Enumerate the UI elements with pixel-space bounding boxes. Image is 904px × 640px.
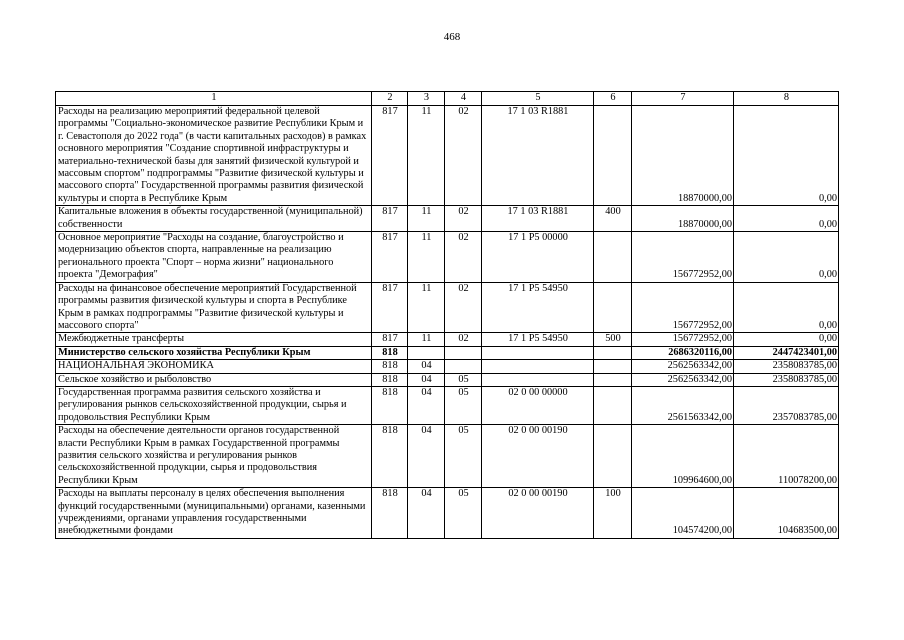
table-row	[56, 488, 839, 539]
row-name-cell: Министерство сельского хозяйства Республики Крым	[56, 346, 372, 359]
header-cell: 5	[482, 92, 594, 106]
row-target-code-cell: 17 1 03 R1881	[482, 206, 594, 232]
row-amount-year1-cell: 2686320116,00	[632, 346, 734, 359]
row-expense-type-cell: 500	[594, 333, 632, 346]
row-amount-year2-cell: 0,00	[734, 106, 839, 206]
row-gov-code-cell: 817	[372, 282, 408, 333]
row-subsection-cell: 05	[445, 425, 482, 488]
row-name-cell: Сельское хозяйство и рыболовство	[56, 373, 372, 386]
row-target-code-cell: 17 1 P5 00000	[482, 232, 594, 283]
row-section-cell: 11	[408, 232, 445, 283]
header-cell: 2	[372, 92, 408, 106]
row-amount-year2-cell: 110078200,00	[734, 425, 839, 488]
row-name-cell: Расходы на обеспечение деятельности органов государственной власти Республики Крым в рамках Государственной программы развития сельского хозяйства и регулирования рынков сельскохозяйственной продукции, сырья и продовольствия Республики Крым	[56, 425, 372, 488]
row-expense-type-cell	[594, 386, 632, 424]
row-amount-year1-cell: 18870000,00	[632, 106, 734, 206]
row-amount-year1-cell: 18870000,00	[632, 206, 734, 232]
row-expense-type-cell	[594, 360, 632, 373]
row-gov-code-cell: 818	[372, 360, 408, 373]
row-target-code-cell: 02 0 00 00000	[482, 386, 594, 424]
row-expense-type-cell	[594, 425, 632, 488]
header-cell: 4	[445, 92, 482, 106]
row-section-cell: 04	[408, 386, 445, 424]
row-amount-year1-cell: 2562563342,00	[632, 373, 734, 386]
row-amount-year2-cell: 0,00	[734, 282, 839, 333]
row-amount-year1-cell: 156772952,00	[632, 232, 734, 283]
row-name-cell: Государственная программа развития сельского хозяйства и регулирования рынков сельскохозяйственной продукции, сырья и продовольствия Республики Крым	[56, 386, 372, 424]
row-gov-code-cell: 818	[372, 488, 408, 539]
row-gov-code-cell: 817	[372, 106, 408, 206]
row-gov-code-cell: 817	[372, 333, 408, 346]
row-section-cell: 04	[408, 373, 445, 386]
row-amount-year1-cell: 156772952,00	[632, 333, 734, 346]
row-subsection-cell: 02	[445, 106, 482, 206]
row-amount-year2-cell: 2447423401,00	[734, 346, 839, 359]
row-subsection-cell: 05	[445, 373, 482, 386]
row-target-code-cell: 17 1 03 R1881	[482, 106, 594, 206]
row-expense-type-cell	[594, 346, 632, 359]
row-target-code-cell: 17 1 P5 54950	[482, 333, 594, 346]
row-amount-year2-cell: 104683500,00	[734, 488, 839, 539]
row-amount-year1-cell: 2562563342,00	[632, 360, 734, 373]
row-amount-year2-cell: 0,00	[734, 232, 839, 283]
row-target-code-cell	[482, 373, 594, 386]
row-target-code-cell: 17 1 P5 54950	[482, 282, 594, 333]
row-section-cell: 11	[408, 206, 445, 232]
row-target-code-cell	[482, 360, 594, 373]
table-row	[56, 333, 839, 346]
table-row	[56, 373, 839, 386]
row-amount-year2-cell: 2357083785,00	[734, 386, 839, 424]
row-amount-year1-cell: 2561563342,00	[632, 386, 734, 424]
table-row	[56, 386, 839, 424]
row-amount-year2-cell: 2358083785,00	[734, 360, 839, 373]
row-target-code-cell: 02 0 00 00190	[482, 488, 594, 539]
row-amount-year2-cell: 0,00	[734, 206, 839, 232]
row-gov-code-cell: 817	[372, 232, 408, 283]
row-amount-year1-cell: 109964600,00	[632, 425, 734, 488]
row-subsection-cell: 05	[445, 488, 482, 539]
row-section-cell: 04	[408, 425, 445, 488]
row-subsection-cell: 02	[445, 206, 482, 232]
row-target-code-cell: 02 0 00 00190	[482, 425, 594, 488]
row-subsection-cell: 02	[445, 282, 482, 333]
row-section-cell: 11	[408, 333, 445, 346]
row-amount-year2-cell: 0,00	[734, 333, 839, 346]
row-section-cell	[408, 346, 445, 359]
row-section-cell: 11	[408, 282, 445, 333]
row-name-cell: Межбюджетные трансферты	[56, 333, 372, 346]
row-name-cell: Расходы на финансовое обеспечение мероприятий Государственной программы развития физической культуры и спорта в Республике Крым в рамках подпрограммы "Развитие физической культуры и массового спорта"	[56, 282, 372, 333]
header-cell: 3	[408, 92, 445, 106]
table-row	[56, 206, 839, 232]
header-cell: 8	[734, 92, 839, 106]
table-row	[56, 232, 839, 283]
table-row	[56, 360, 839, 373]
row-amount-year2-cell: 2358083785,00	[734, 373, 839, 386]
page-number: 468	[443, 31, 461, 43]
row-expense-type-cell	[594, 106, 632, 206]
row-expense-type-cell: 100	[594, 488, 632, 539]
row-name-cell: НАЦИОНАЛЬНАЯ ЭКОНОМИКА	[56, 360, 372, 373]
header-cell: 7	[632, 92, 734, 106]
row-name-cell: Расходы на выплаты персоналу в целях обеспечения выполнения функций государственными (муниципальными) органами, казенными учреждениями, органами управления государственными внебюджетными фондами	[56, 488, 372, 539]
table-row	[56, 425, 839, 488]
row-expense-type-cell: 400	[594, 206, 632, 232]
row-gov-code-cell: 818	[372, 346, 408, 359]
header-cell: 6	[594, 92, 632, 106]
row-section-cell: 11	[408, 106, 445, 206]
row-gov-code-cell: 818	[372, 386, 408, 424]
row-expense-type-cell	[594, 232, 632, 283]
header-cell: 1	[56, 92, 372, 106]
row-name-cell: Основное мероприятие "Расходы на создание, благоустройство и модернизацию объектов спорта, направленные на реализацию регионального проекта "Спорт – норма жизни" национального проекта "Демография"	[56, 232, 372, 283]
row-subsection-cell	[445, 346, 482, 359]
row-name-cell: Капитальные вложения в объекты государственной (муниципальной) собственности	[56, 206, 372, 232]
table-row	[56, 346, 839, 359]
row-subsection-cell	[445, 360, 482, 373]
row-name-cell: Расходы на реализацию мероприятий федеральной целевой программы "Социально-экономическое развитие Республики Крым и г. Севастополя до 2022 года" (в части капитальных расходов) в рамках основного мероприятия "Создание спортивной инфраструктуры и материально-технической базы для занятий физической культурой и массовым спортом" подпрограммы "Развитие физической культуры и массового спорта" Государственной программы развития физической культуры и спорта в Республике Крым	[56, 106, 372, 206]
row-amount-year1-cell: 104574200,00	[632, 488, 734, 539]
row-subsection-cell: 02	[445, 333, 482, 346]
row-subsection-cell: 02	[445, 232, 482, 283]
row-subsection-cell: 05	[445, 386, 482, 424]
table-row	[56, 282, 839, 333]
row-target-code-cell	[482, 346, 594, 359]
row-section-cell: 04	[408, 360, 445, 373]
row-expense-type-cell	[594, 282, 632, 333]
row-section-cell: 04	[408, 488, 445, 539]
table-row	[56, 106, 839, 206]
row-gov-code-cell: 818	[372, 373, 408, 386]
budget-table	[55, 91, 839, 539]
row-expense-type-cell	[594, 373, 632, 386]
header-row	[56, 92, 839, 106]
row-gov-code-cell: 818	[372, 425, 408, 488]
row-gov-code-cell: 817	[372, 206, 408, 232]
row-amount-year1-cell: 156772952,00	[632, 282, 734, 333]
